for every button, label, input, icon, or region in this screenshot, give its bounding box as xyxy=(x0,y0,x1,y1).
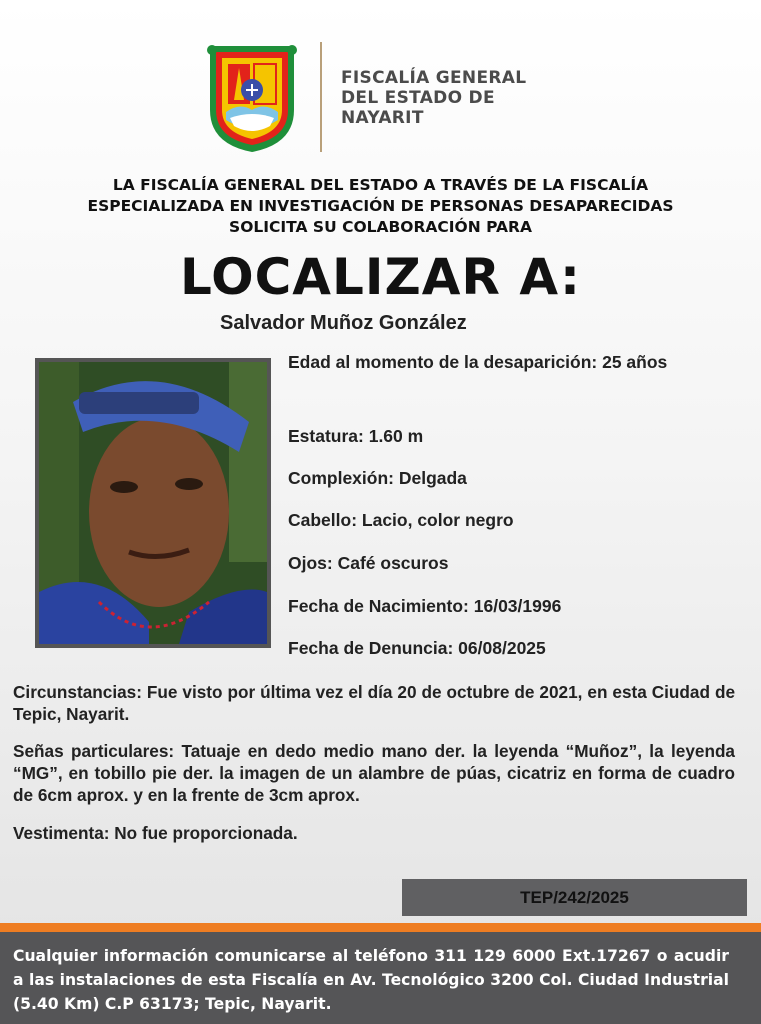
intro-text xyxy=(0,175,761,238)
field-cabello: Cabello: Lacio, color negro xyxy=(288,510,514,530)
circunstancias-text: Circunstancias: Fue visto por última vez el día 20 de octubre de 2021, en esta Ciudad de Tepic, Nayarit. xyxy=(13,682,735,724)
person-photo xyxy=(35,358,271,648)
header-divider xyxy=(320,42,322,152)
intro-line-2: ESPECIALIZADA EN INVESTIGACIÓN DE PERSONAS DESAPARECIDAS xyxy=(87,197,674,215)
case-number-badge: TEP/242/2025 xyxy=(402,879,747,916)
footer-accent-bar xyxy=(0,923,761,932)
intro-line-1: LA FISCALÍA GENERAL DEL ESTADO A TRAVÉS DE LA FISCALÍA xyxy=(112,176,649,194)
org-name xyxy=(341,68,526,128)
headline: LOCALIZAR A: xyxy=(180,248,581,306)
field-complexion: Complexión: Delgada xyxy=(288,468,467,488)
field-estatura: Estatura: 1.60 m xyxy=(288,426,424,446)
org-line-3: NAYARIT xyxy=(341,108,424,128)
field-fecha-denuncia: Fecha de Denuncia: 06/08/2025 xyxy=(288,638,546,658)
vestimenta-text: Vestimenta: No fue proporcionada. xyxy=(13,823,298,843)
org-line-1: FISCALÍA GENERAL xyxy=(341,68,527,88)
footer-contact-text: Cualquier información comunicarse al teléfono 311 129 6000 Ext.17267 o acudir a las instalaciones de esta Fiscalía en Av. Tecnológico 3200 Col. Ciudad Industrial (5.40 Km) C.P 63173; Tepic, Nayarit. xyxy=(13,947,729,1013)
nayarit-seal-icon xyxy=(200,40,304,155)
person-name: Salvador Muñoz González xyxy=(220,312,467,334)
field-fecha-nacimiento: Fecha de Nacimiento: 16/03/1996 xyxy=(288,596,562,616)
field-edad: Edad al momento de la desaparición: 25 años xyxy=(288,352,668,372)
intro-line-3: SOLICITA SU COLABORACIÓN PARA xyxy=(229,218,532,236)
senas-text: Señas particulares: Tatuaje en dedo medio mano der. la leyenda “Muñoz”, la leyenda “MG”, en tobillo pie der. la imagen de un alambre de púas, cicatriz en forma de cuadro de 6cm aprox. y en la frente de 3cm aprox. xyxy=(13,741,735,805)
org-line-2: DEL ESTADO DE xyxy=(341,88,495,108)
field-ojos: Ojos: Café oscuros xyxy=(288,553,449,573)
